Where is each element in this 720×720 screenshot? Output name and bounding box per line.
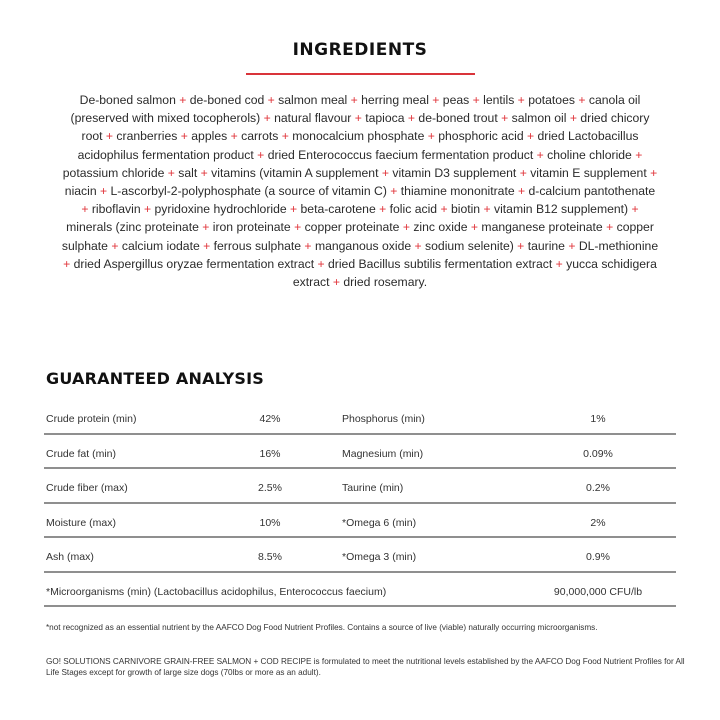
plus-separator-icon: + — [260, 111, 275, 126]
guaranteed-analysis-table — [44, 400, 676, 607]
plus-separator-icon: + — [566, 111, 581, 126]
footnote-aafco: *not recognized as an essential nutrient by the AAFCO Dog Food Nutrient Profiles. Contains a source of live (viable) naturally occurring microorganisms. — [46, 623, 598, 632]
ingredient-item: iron proteinate — [212, 220, 291, 235]
table-row-microorganisms — [44, 573, 676, 608]
ingredient-item: potassium chloride — [62, 165, 165, 180]
plus-separator-icon: + — [96, 184, 111, 199]
table-row — [44, 469, 676, 504]
plus-separator-icon: + — [523, 129, 538, 144]
plus-separator-icon: + — [290, 220, 305, 235]
plus-separator-icon: + — [631, 147, 643, 162]
ingredient-item: dried chicory — [580, 111, 650, 126]
ingredient-item: dried Enterococcus faecium fermentation product — [267, 147, 534, 162]
ingredient-item: riboflavin — [91, 202, 141, 217]
guaranteed-analysis-heading: GUARANTEED ANALYSIS — [46, 369, 264, 388]
heading-underline-divider — [246, 73, 475, 75]
ingredient-item: natural flavour — [274, 111, 352, 126]
plus-separator-icon: + — [278, 129, 293, 144]
plus-separator-icon: + — [347, 93, 362, 107]
plus-separator-icon: + — [386, 184, 401, 199]
plus-separator-icon: + — [514, 93, 529, 107]
ingredient-line — [40, 237, 680, 255]
ingredient-item: salmon meal — [278, 93, 348, 107]
plus-separator-icon: + — [428, 93, 443, 107]
plus-separator-icon: + — [399, 220, 414, 235]
nutrient-value: 0.2% — [586, 482, 610, 494]
ingredient-item: biotin — [450, 202, 481, 217]
plus-separator-icon: + — [424, 129, 439, 144]
nutrient-label: *Omega 6 (min) — [342, 516, 417, 529]
nutrient-value: 10% — [259, 516, 281, 529]
ingredient-item: monocalcium phosphate — [292, 129, 425, 144]
ingredient-item: de-boned trout — [418, 111, 498, 126]
ingredient-item: (preserved with mixed tocopherols) — [70, 111, 261, 126]
ingredient-item: herring meal — [361, 93, 429, 107]
ingredient-item: vitamin E supplement — [530, 165, 647, 180]
ingredient-line — [40, 109, 680, 127]
footnote-formulation-statement: GO! SOLUTIONS CARNIVORE GRAIN-FREE SALMON + COD RECIPE is formulated to meet the nutritional levels established by the AAFCO Dog Food Nutrient Profiles for All Life Stages except for growth of large size dogs (70lbs or more as an adult). — [46, 657, 685, 677]
ingredient-line — [40, 164, 680, 182]
plus-separator-icon: + — [564, 238, 579, 253]
ingredient-line — [40, 255, 680, 273]
nutrient-label: Phosphorus (min) — [342, 413, 425, 425]
nutrient-label: *Microorganisms (min) (Lactobacillus acidophilus, Enterococcus faecium) — [46, 585, 387, 598]
nutrient-value: 0.09% — [583, 447, 613, 460]
ingredient-item: canola oil — [588, 93, 641, 107]
nutrient-value: 90,000,000 CFU/lb — [553, 585, 643, 598]
plus-separator-icon: + — [646, 165, 658, 180]
nutrient-label: *Omega 3 (min) — [342, 551, 417, 563]
plus-separator-icon: + — [107, 238, 122, 253]
ingredient-item: sodium selenite) — [425, 238, 514, 253]
nutrient-label: Crude fiber (max) — [46, 482, 128, 494]
plus-separator-icon: + — [301, 238, 315, 253]
ingredient-line — [40, 182, 680, 200]
ingredient-item: copper — [616, 220, 654, 235]
nutrient-value: 1% — [590, 413, 606, 425]
plus-separator-icon: + — [314, 256, 328, 271]
ingredient-item: vitamins (vitamin A supplement — [211, 165, 379, 180]
plus-separator-icon: + — [197, 165, 212, 180]
nutrient-value: 2% — [590, 516, 606, 529]
nutrient-value: 8.5% — [258, 551, 282, 563]
ingredient-item: calcium iodate — [121, 238, 200, 253]
ingredient-line — [40, 91, 680, 109]
ingredient-item: acidophilus fermentation product — [77, 147, 254, 162]
plus-separator-icon: + — [102, 129, 117, 144]
ingredient-item: dried Lactobacillus — [537, 129, 639, 144]
plus-separator-icon: + — [574, 93, 589, 107]
ingredient-item: potatoes — [528, 93, 575, 107]
ingredient-item: lentils — [483, 93, 515, 107]
ingredient-item: root — [81, 129, 103, 144]
plus-separator-icon: + — [264, 93, 279, 107]
ingredient-line — [40, 146, 680, 164]
ingredient-line — [40, 200, 680, 218]
nutrient-label: Crude fat (min) — [46, 447, 117, 460]
ingredient-item: taurine — [527, 238, 565, 253]
table-row — [44, 400, 676, 435]
ingredient-item: pyridoxine hydrochloride — [154, 202, 287, 217]
ingredient-item: d-calcium pantothenate — [528, 184, 656, 199]
plus-separator-icon: + — [198, 220, 213, 235]
plus-separator-icon: + — [164, 165, 179, 180]
plus-separator-icon: + — [628, 202, 639, 217]
plus-separator-icon: + — [513, 238, 528, 253]
ingredient-item: ferrous sulphate — [213, 238, 302, 253]
ingredient-item: vitamin D3 supplement — [392, 165, 517, 180]
ingredient-item: peas — [442, 93, 470, 107]
ingredient-item: salt — [178, 165, 198, 180]
plus-separator-icon: + — [286, 202, 301, 217]
ingredient-item: yucca schidigera — [566, 256, 657, 271]
plus-separator-icon: + — [378, 165, 393, 180]
plus-separator-icon: + — [351, 111, 366, 126]
ingredient-item: dried rosemary. — [343, 275, 428, 290]
nutrient-label: Taurine (min) — [342, 482, 404, 494]
ingredient-item: zinc oxide — [413, 220, 468, 235]
plus-separator-icon: + — [411, 238, 426, 253]
table-row — [44, 435, 676, 470]
ingredient-item: tapioca — [365, 111, 405, 126]
ingredient-item: cranberries — [116, 129, 178, 144]
nutrient-value: 2.5% — [258, 482, 282, 494]
plus-separator-icon: + — [329, 275, 344, 290]
ingredient-item: beta-carotene — [300, 202, 376, 217]
nutrient-label: Magnesium (min) — [342, 447, 424, 460]
plus-separator-icon: + — [227, 129, 242, 144]
plus-separator-icon: + — [175, 93, 190, 107]
nutrient-value: 0.9% — [586, 551, 610, 563]
plus-separator-icon: + — [469, 93, 484, 107]
ingredient-item: L-ascorbyl-2-polyphosphate (a source of vitamin C) — [110, 184, 387, 199]
ingredient-item: choline chloride — [547, 147, 632, 162]
ingredient-item: thiamine mononitrate — [400, 184, 515, 199]
plus-separator-icon: + — [140, 202, 155, 217]
plus-separator-icon: + — [81, 202, 92, 217]
plus-separator-icon: + — [404, 111, 419, 126]
plus-separator-icon: + — [437, 202, 451, 217]
plus-separator-icon: + — [375, 202, 390, 217]
ingredient-line — [40, 127, 680, 145]
nutrient-value: 42% — [259, 413, 281, 425]
nutrient-label: Moisture (max) — [46, 516, 117, 529]
plus-separator-icon: + — [516, 165, 531, 180]
plus-separator-icon: + — [63, 256, 74, 271]
plus-separator-icon: + — [602, 220, 617, 235]
ingredient-item: vitamin B12 supplement) — [493, 202, 629, 217]
plus-separator-icon: + — [552, 256, 567, 271]
plus-separator-icon: + — [533, 147, 548, 162]
nutrient-label: Crude protein (min) — [46, 413, 137, 425]
nutrient-label: Ash (max) — [46, 551, 94, 563]
nutrient-value: 16% — [259, 447, 281, 460]
ingredients-list — [40, 91, 680, 291]
ingredient-item: sulphate — [61, 238, 108, 253]
plus-separator-icon: + — [253, 147, 268, 162]
plus-separator-icon: + — [514, 184, 529, 199]
ingredient-item: de-boned cod — [189, 93, 265, 107]
ingredient-item: salmon oil — [511, 111, 567, 126]
ingredient-item: dried Aspergillus oryzae fermentation extract — [73, 256, 315, 271]
ingredient-item: extract — [292, 275, 330, 290]
ingredient-item: niacin — [64, 184, 97, 199]
ingredient-item: DL-methionine — [578, 238, 659, 253]
plus-separator-icon: + — [199, 238, 214, 253]
ingredient-item: carrots — [241, 129, 279, 144]
ingredient-line — [40, 218, 680, 236]
plus-separator-icon: + — [467, 220, 482, 235]
ingredient-item: De-boned salmon — [79, 93, 176, 107]
ingredient-item: minerals (zinc proteinate — [66, 220, 199, 235]
table-row — [44, 538, 676, 573]
plus-separator-icon: + — [177, 129, 192, 144]
ingredient-item: manganese proteinate — [481, 220, 603, 235]
plus-separator-icon: + — [497, 111, 512, 126]
ingredient-item: manganous oxide — [314, 238, 412, 253]
ingredient-item: phosphoric acid — [438, 129, 524, 144]
ingredient-item: folic acid — [389, 202, 438, 217]
ingredient-line — [40, 273, 680, 291]
ingredient-item: dried Bacillus subtilis fermentation extract — [328, 256, 553, 271]
ingredients-heading: INGREDIENTS — [292, 40, 428, 60]
table-row — [44, 504, 676, 539]
ingredient-item: apples — [191, 129, 228, 144]
ingredient-item: copper proteinate — [304, 220, 400, 235]
plus-separator-icon: + — [480, 202, 494, 217]
